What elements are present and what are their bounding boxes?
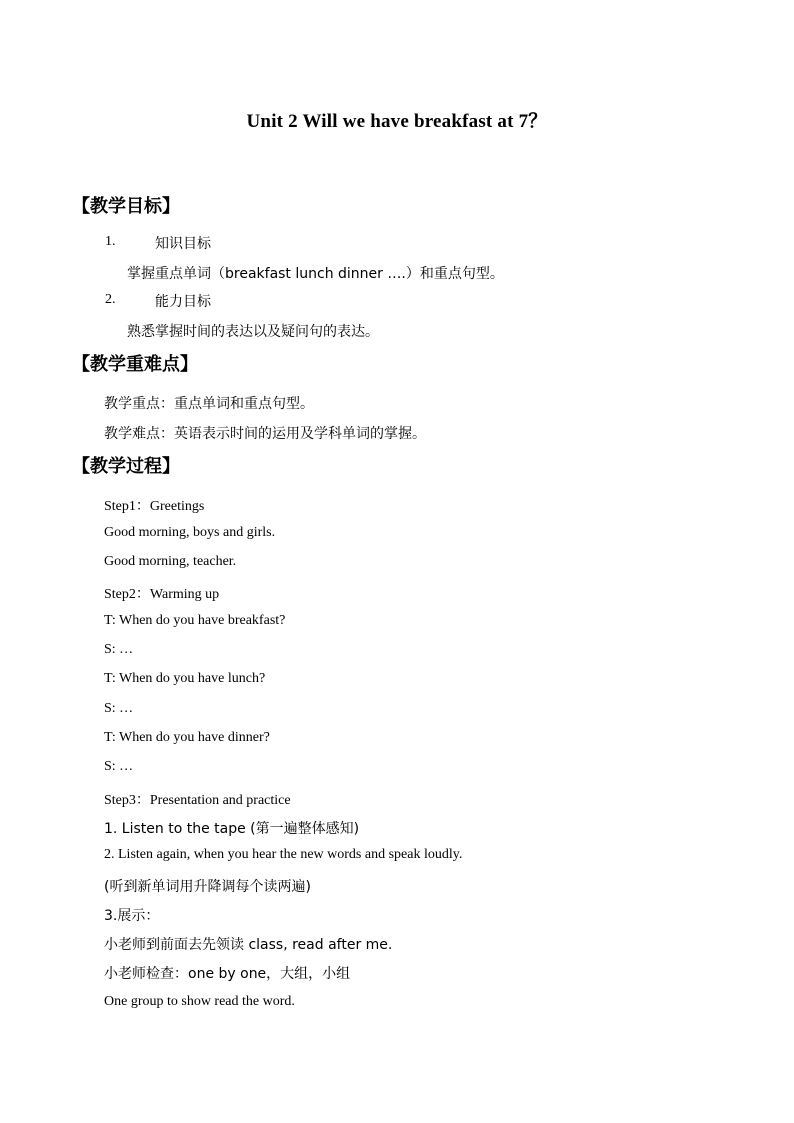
process-line: 小老师检查：one by one，大组，小组 (104, 966, 351, 982)
process-line: 小老师到前面去先领读 class, read after me. (104, 937, 393, 953)
goal-number-1: 1. (105, 234, 116, 249)
section-heading-keypoints: 【教学重难点】 (72, 354, 198, 375)
goal-label-1: 知识目标 (155, 236, 211, 252)
process-line: 1. Listen to the tape (第一遍整体感知) (104, 821, 360, 837)
goal-number-2: 2. (105, 292, 116, 307)
goal-detail-2: 熟悉掌握时间的表达以及疑问句的表达。 (127, 324, 379, 340)
process-line: (听到新单词用升降调每个读两遍) (104, 879, 311, 895)
process-step2: Step2：Warming up (104, 587, 220, 602)
process-line: One group to show read the word. (104, 994, 295, 1009)
process-line: 2. Listen again, when you hear the new words and speak loudly. (104, 847, 463, 862)
keypoint-line-1: 教学重点：重点单词和重点句型。 (104, 396, 314, 412)
document-title: Unit 2 Will we have breakfast at 7？ (246, 111, 548, 132)
process-line: Good morning, boys and girls. (104, 525, 276, 540)
process-line: T: When do you have dinner? (104, 730, 270, 745)
process-line: Good morning, teacher. (104, 554, 237, 569)
process-line: S: … (104, 759, 134, 774)
goal-detail-1: 掌握重点单词（breakfast lunch dinner ….）和重点句型。 (127, 266, 504, 282)
process-line: S: … (104, 642, 134, 657)
goal-label-2: 能力目标 (155, 294, 211, 310)
section-heading-process: 【教学过程】 (72, 456, 180, 477)
process-line: T: When do you have breakfast? (104, 613, 286, 628)
process-line: T: When do you have lunch? (104, 671, 266, 686)
section-heading-goals: 【教学目标】 (72, 196, 180, 217)
keypoint-line-2: 教学难点：英语表示时间的运用及学科单词的掌握。 (104, 426, 426, 442)
process-line: S: … (104, 701, 134, 716)
process-step3: Step3：Presentation and practice (104, 793, 291, 808)
process-line: 3.展示： (104, 908, 160, 924)
process-step1: Step1：Greetings (104, 499, 205, 514)
